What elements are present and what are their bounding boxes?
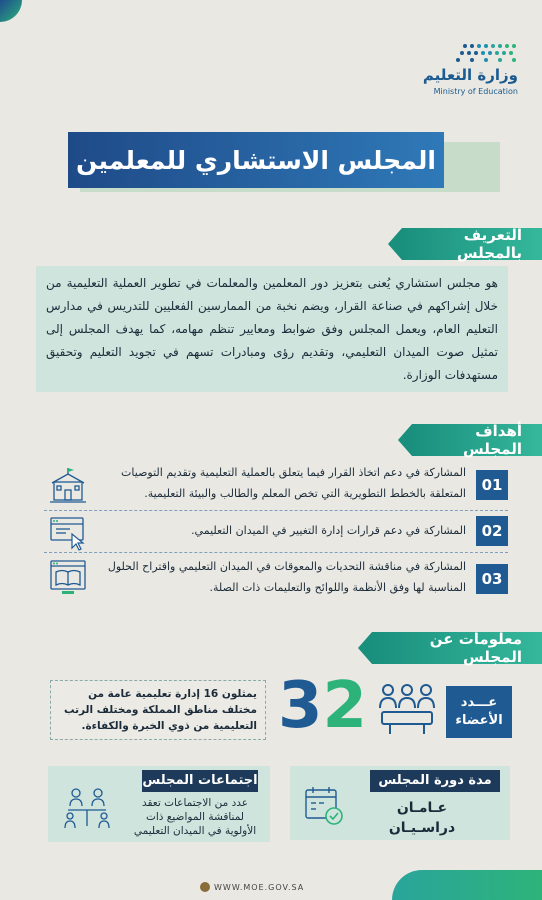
members-label-line2: الأعضاء	[455, 713, 503, 728]
meetings-label: اجتماعات المجلس	[142, 770, 258, 792]
goal-number: 01	[476, 470, 508, 500]
section-header-goals	[412, 424, 542, 456]
divider	[44, 510, 508, 511]
ministry-logo	[418, 40, 518, 102]
members-description: يمثلون 16 إدارة تعليمية عامة من مختلف مناطق المملكة ومختلف الرتب التعليمية من ذوي الخبرة والكفاءة.	[50, 680, 266, 740]
term-label: مدة دورة المجلس	[370, 770, 500, 792]
goal-number: 02	[476, 516, 508, 546]
members-count: 32	[278, 669, 368, 743]
section-title: معلومات عن المجلس	[429, 630, 522, 666]
section-title: أهداف المجلس	[463, 422, 522, 458]
school-building-icon	[48, 466, 88, 506]
term-card	[290, 766, 510, 840]
calendar-check-icon	[302, 784, 346, 828]
online-book-icon	[48, 558, 88, 598]
website-url: WWW.MOE.GOV.SA	[214, 883, 305, 892]
section-header-info	[372, 632, 542, 664]
goal-number: 03	[476, 564, 508, 594]
meeting-people-icon	[62, 786, 112, 832]
goal-text: المشاركة في دعم قرارات إدارة التغيير في الميدان التعليمي.	[191, 524, 466, 537]
browser-click-icon	[48, 514, 88, 552]
meetings-card	[48, 766, 270, 842]
section-title: التعريف بالمجلس	[456, 226, 522, 262]
main-title-box	[68, 132, 444, 188]
corner-decoration	[392, 870, 542, 900]
meetings-description: عدد من الاجتماعات تعقد لمناقشة المواضيع ذات الأولوية في الميدان التعليمي	[133, 797, 257, 837]
intro-paragraph: هو مجلس استشاري يُعنى بتعزيز دور المعلمين والمعلمات في تطوير العملية التعليمية من خلال إشراكهم في صناعة القرار، ويضم نخبة من الممارسين الفعليين للتدريس في مدارس التعليم العام، ويعمل المجلس وفق ضوابط ومعايير تنظم مهامه، كما يهدف المجلس إلى تمثيل صوت الميدان التعليمي، وتقديم رؤى ومبادرات تسهم في تجويد التعليم وتحقيق مستهدفات الوزارة.	[36, 266, 508, 392]
logo-dots-icon	[446, 42, 516, 64]
goal-item-2	[44, 514, 508, 552]
goal-text: المشاركة في دعم اتخاذ القرار فيما يتعلق بالعملية التعليمية وتقديم التوصيات المتعلقة بالخطط التطويرية التي تخص المعلم والطالب والبيئة التعليمية.	[121, 466, 466, 500]
meeting-table-icon	[376, 682, 438, 738]
term-value: عـامـان دراسـيـان	[388, 800, 456, 836]
section-header-intro	[402, 228, 542, 260]
location-icon	[200, 882, 210, 892]
members-label-box	[446, 686, 512, 738]
page-title: المجلس الاستشاري للمعلمين	[76, 145, 436, 175]
divider	[44, 552, 508, 553]
corner-decoration	[0, 0, 22, 22]
goal-item-3	[44, 556, 508, 602]
members-label-line1: عـــدد	[460, 695, 498, 710]
goal-item-1	[44, 462, 508, 508]
logo-english-text: Ministry of Education	[433, 87, 518, 96]
logo-arabic-text: وزارة التعليم	[422, 66, 518, 84]
goal-text: المشاركة في مناقشة التحديات والمعوقات في الميدان التعليمي واقتراح الحلول المناسبة لها وفق الأنظمة واللوائح والتعليمات ذات الصلة.	[107, 560, 466, 594]
